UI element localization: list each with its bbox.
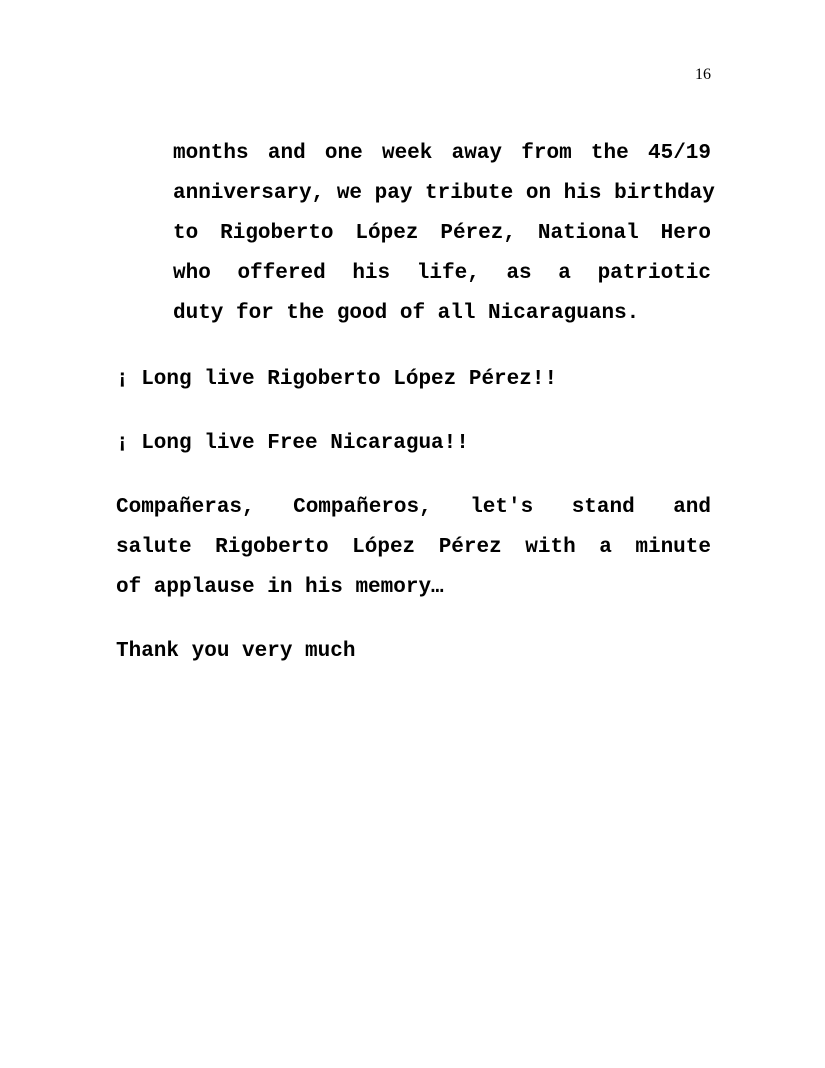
paragraph-line: who offered his life, as a patriotic bbox=[173, 262, 711, 285]
tribute-paragraph bbox=[173, 134, 715, 334]
closing-paragraph bbox=[116, 488, 711, 608]
exclamation-rigoberto: ¡ Long live Rigoberto López Pérez!! bbox=[116, 368, 558, 391]
paragraph-line: months and one week away from the 45/19 bbox=[173, 142, 711, 165]
paragraph-line: duty for the good of all Nicaraguans. bbox=[173, 302, 640, 325]
paragraph-line: anniversary, we pay tribute on his birthday bbox=[173, 182, 715, 205]
paragraph-line: to Rigoberto López Pérez, National Hero bbox=[173, 222, 711, 245]
paragraph-line: Compañeras, Compañeros, let's stand and bbox=[116, 496, 711, 519]
page-number: 16 bbox=[695, 66, 711, 83]
paragraph-line: salute Rigoberto López Pérez with a minute bbox=[116, 536, 711, 559]
thanks-line: Thank you very much bbox=[116, 640, 356, 663]
exclamation-nicaragua: ¡ Long live Free Nicaragua!! bbox=[116, 432, 469, 455]
paragraph-line: of applause in his memory… bbox=[116, 576, 444, 599]
